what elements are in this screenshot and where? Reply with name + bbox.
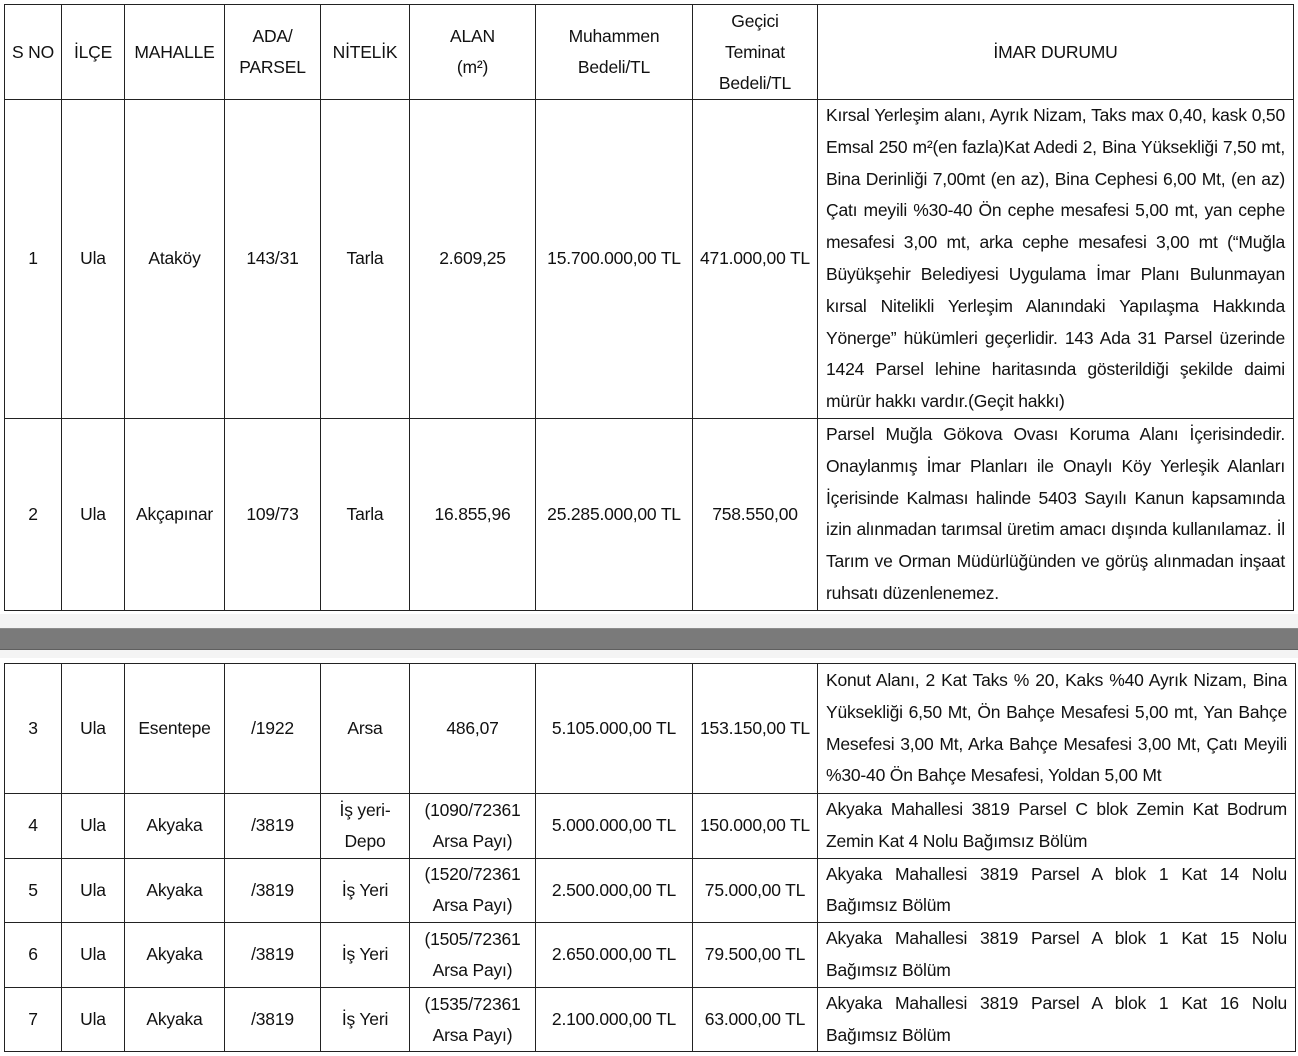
cell-ada-parsel: /1922 xyxy=(225,664,321,794)
header-gecici-line2: Teminat xyxy=(725,41,785,62)
table-row xyxy=(5,923,1296,988)
header-muhammen-line1: Muhammen xyxy=(568,26,660,46)
cell-nitelik: İş Yeri xyxy=(321,858,410,923)
cell-muhammen: 2.650.000,00 TL xyxy=(536,923,693,988)
cell-alan-line2: Arsa Payı) xyxy=(432,830,513,851)
property-table-page-2 xyxy=(4,663,1296,1052)
cell-ilce: Ula xyxy=(62,923,125,988)
header-gecici-teminat xyxy=(693,5,818,100)
cell-muhammen: 15.700.000,00 TL xyxy=(536,100,693,419)
cell-imar: Akyaka Mahallesi 3819 Parsel C blok Zemin Kat Bodrum Zemin Kat 4 Nolu Bağımsız Bölüm xyxy=(818,794,1296,859)
header-gecici-line1: Geçici xyxy=(731,10,779,31)
cell-nitelik: Arsa xyxy=(321,664,410,794)
cell-imar: Kırsal Yerleşim alanı, Ayrık Nizam, Taks max 0,40, kask 0,50 Emsal 250 m²(en fazla)Kat Adedi 2, Bina Yüksekliği 7,50 mt, Bina Derinliği 7,00mt (en az), Bina Cephesi 6,00 Mt, (en az) Çatı meyili %30-40 Ön cephe mesafesi 5,00 mt, yan cephe mesafesi 3,00 mt, arka cephe mesafesi 3,00 mt (“Muğla Büyükşehir Belediyesi Uygulama İmar Planı Bulunmayan kırsal Nitelikli Yerleşim Alanındaki Yapılaşma Hakkında Yönerge” hükümleri geçerlidir. 143 Ada 31 Parsel üzerinde 1424 Parsel lehine haritasında gösterildiği şekilde daimi mürür hakkı vardır.(Geçit hakkı) xyxy=(818,100,1294,419)
cell-ada-parsel: 109/73 xyxy=(225,418,321,610)
cell-nitelik-line2: Depo xyxy=(344,830,386,851)
cell-ilce: Ula xyxy=(62,664,125,794)
cell-alan xyxy=(410,923,536,988)
table-row xyxy=(5,664,1296,794)
cell-ilce: Ula xyxy=(62,987,125,1052)
cell-alan xyxy=(410,794,536,859)
header-imar: İMAR DURUMU xyxy=(818,5,1294,100)
header-sno: S NO xyxy=(5,5,62,100)
table-header-row xyxy=(5,5,1294,100)
cell-alan xyxy=(410,858,536,923)
page-break-band xyxy=(0,628,1298,650)
header-muhammen xyxy=(536,5,693,100)
cell-teminat: 153.150,00 TL xyxy=(693,664,818,794)
cell-imar: Parsel Muğla Gökova Ovası Koruma Alanı İçerisindedir. Onaylanmış İmar Planları ile Onaylı Köy Yerleşik Alanları İçerisinde Kalması halinde 5403 Sayılı Kanun kapsamında izin alınmadan tarımsal üretim amacı dışında kullanılamaz. İl Tarım ve Orman Müdürlüğünden ve görüş alınmadan inşaat ruhsatı düzenlenemez. xyxy=(818,418,1294,610)
cell-alan-line2: Arsa Payı) xyxy=(432,959,513,980)
cell-alan-line1: (1520/72361 xyxy=(424,864,521,885)
cell-alan: 2.609,25 xyxy=(410,100,536,419)
cell-sno: 2 xyxy=(5,418,62,610)
cell-alan: 16.855,96 xyxy=(410,418,536,610)
header-gecici-line3: Bedeli/TL xyxy=(718,72,792,93)
cell-alan-line2: Arsa Payı) xyxy=(432,895,513,916)
cell-alan-line1: (1090/72361 xyxy=(424,799,521,820)
cell-ilce: Ula xyxy=(62,794,125,859)
table-row xyxy=(5,794,1296,859)
cell-teminat: 75.000,00 TL xyxy=(693,858,818,923)
cell-alan-line1: (1535/72361 xyxy=(424,993,521,1014)
cell-muhammen: 5.105.000,00 TL xyxy=(536,664,693,794)
table-row xyxy=(5,100,1294,419)
cell-ada-parsel: /3819 xyxy=(225,923,321,988)
cell-sno: 1 xyxy=(5,100,62,419)
header-mahalle: MAHALLE xyxy=(125,5,225,100)
cell-muhammen: 5.000.000,00 TL xyxy=(536,794,693,859)
cell-nitelik xyxy=(321,794,410,859)
cell-mahalle: Akyaka xyxy=(125,794,225,859)
cell-ilce: Ula xyxy=(62,418,125,610)
cell-muhammen: 2.100.000,00 TL xyxy=(536,987,693,1052)
property-table-page-1 xyxy=(4,4,1294,611)
cell-ilce: Ula xyxy=(62,858,125,923)
cell-nitelik: İş Yeri xyxy=(321,987,410,1052)
header-ada-parsel-line1: ADA/ xyxy=(252,26,293,46)
cell-teminat: 758.550,00 xyxy=(693,418,818,610)
cell-ada-parsel: 143/31 xyxy=(225,100,321,419)
cell-ada-parsel: /3819 xyxy=(225,858,321,923)
table-row xyxy=(5,987,1296,1052)
cell-imar: Akyaka Mahallesi 3819 Parsel A blok 1 Kat 16 Nolu Bağımsız Bölüm xyxy=(818,987,1296,1052)
header-alan-line1: ALAN xyxy=(450,26,495,46)
cell-muhammen: 2.500.000,00 TL xyxy=(536,858,693,923)
header-alan-line2: (m²) xyxy=(456,57,489,77)
cell-teminat: 471.000,00 TL xyxy=(693,100,818,419)
cell-nitelik-line1: İş yeri- xyxy=(339,799,391,820)
cell-muhammen: 25.285.000,00 TL xyxy=(536,418,693,610)
cell-mahalle: Esentepe xyxy=(125,664,225,794)
cell-sno: 7 xyxy=(5,987,62,1052)
cell-mahalle: Ataköy xyxy=(125,100,225,419)
cell-nitelik: Tarla xyxy=(321,100,410,419)
cell-sno: 3 xyxy=(5,664,62,794)
cell-mahalle: Akyaka xyxy=(125,987,225,1052)
header-ada-parsel-line2: PARSEL xyxy=(239,57,306,77)
cell-nitelik: Tarla xyxy=(321,418,410,610)
cell-alan-line2: Arsa Payı) xyxy=(432,1024,513,1045)
cell-sno: 4 xyxy=(5,794,62,859)
cell-alan-line1: (1505/72361 xyxy=(424,928,521,949)
cell-ada-parsel: /3819 xyxy=(225,987,321,1052)
cell-teminat: 63.000,00 TL xyxy=(693,987,818,1052)
cell-mahalle: Akyaka xyxy=(125,858,225,923)
cell-imar: Akyaka Mahallesi 3819 Parsel A blok 1 Kat 14 Nolu Bağımsız Bölüm xyxy=(818,858,1296,923)
cell-teminat: 150.000,00 TL xyxy=(693,794,818,859)
cell-mahalle: Akyaka xyxy=(125,923,225,988)
cell-alan: 486,07 xyxy=(410,664,536,794)
cell-imar: Akyaka Mahallesi 3819 Parsel A blok 1 Kat 15 Nolu Bağımsız Bölüm xyxy=(818,923,1296,988)
table-row xyxy=(5,858,1296,923)
header-muhammen-line2: Bedeli/TL xyxy=(577,57,651,77)
cell-sno: 6 xyxy=(5,923,62,988)
cell-alan xyxy=(410,987,536,1052)
cell-teminat: 79.500,00 TL xyxy=(693,923,818,988)
cell-imar: Konut Alanı, 2 Kat Taks % 20, Kaks %40 Ayrık Nizam, Bina Yüksekliği 6,50 Mt, Ön Bahçe Mesafesi 5,00 mt, Yan Bahçe Mesefesi 3,00 Mt, Arka Bahçe Mesafesi 3,00 Mt, Çatı Meyili %30-40 Ön Bahçe Mesafesi, Yoldan 5,00 Mt xyxy=(818,664,1296,794)
cell-sno: 5 xyxy=(5,858,62,923)
header-alan xyxy=(410,5,536,100)
cell-ada-parsel: /3819 xyxy=(225,794,321,859)
page-break xyxy=(0,614,1298,658)
cell-mahalle: Akçapınar xyxy=(125,418,225,610)
header-nitelik: NİTELİK xyxy=(321,5,410,100)
cell-ilce: Ula xyxy=(62,100,125,419)
header-ilce: İLÇE xyxy=(62,5,125,100)
header-ada-parsel xyxy=(225,5,321,100)
table-row xyxy=(5,418,1294,610)
cell-nitelik: İş Yeri xyxy=(321,923,410,988)
